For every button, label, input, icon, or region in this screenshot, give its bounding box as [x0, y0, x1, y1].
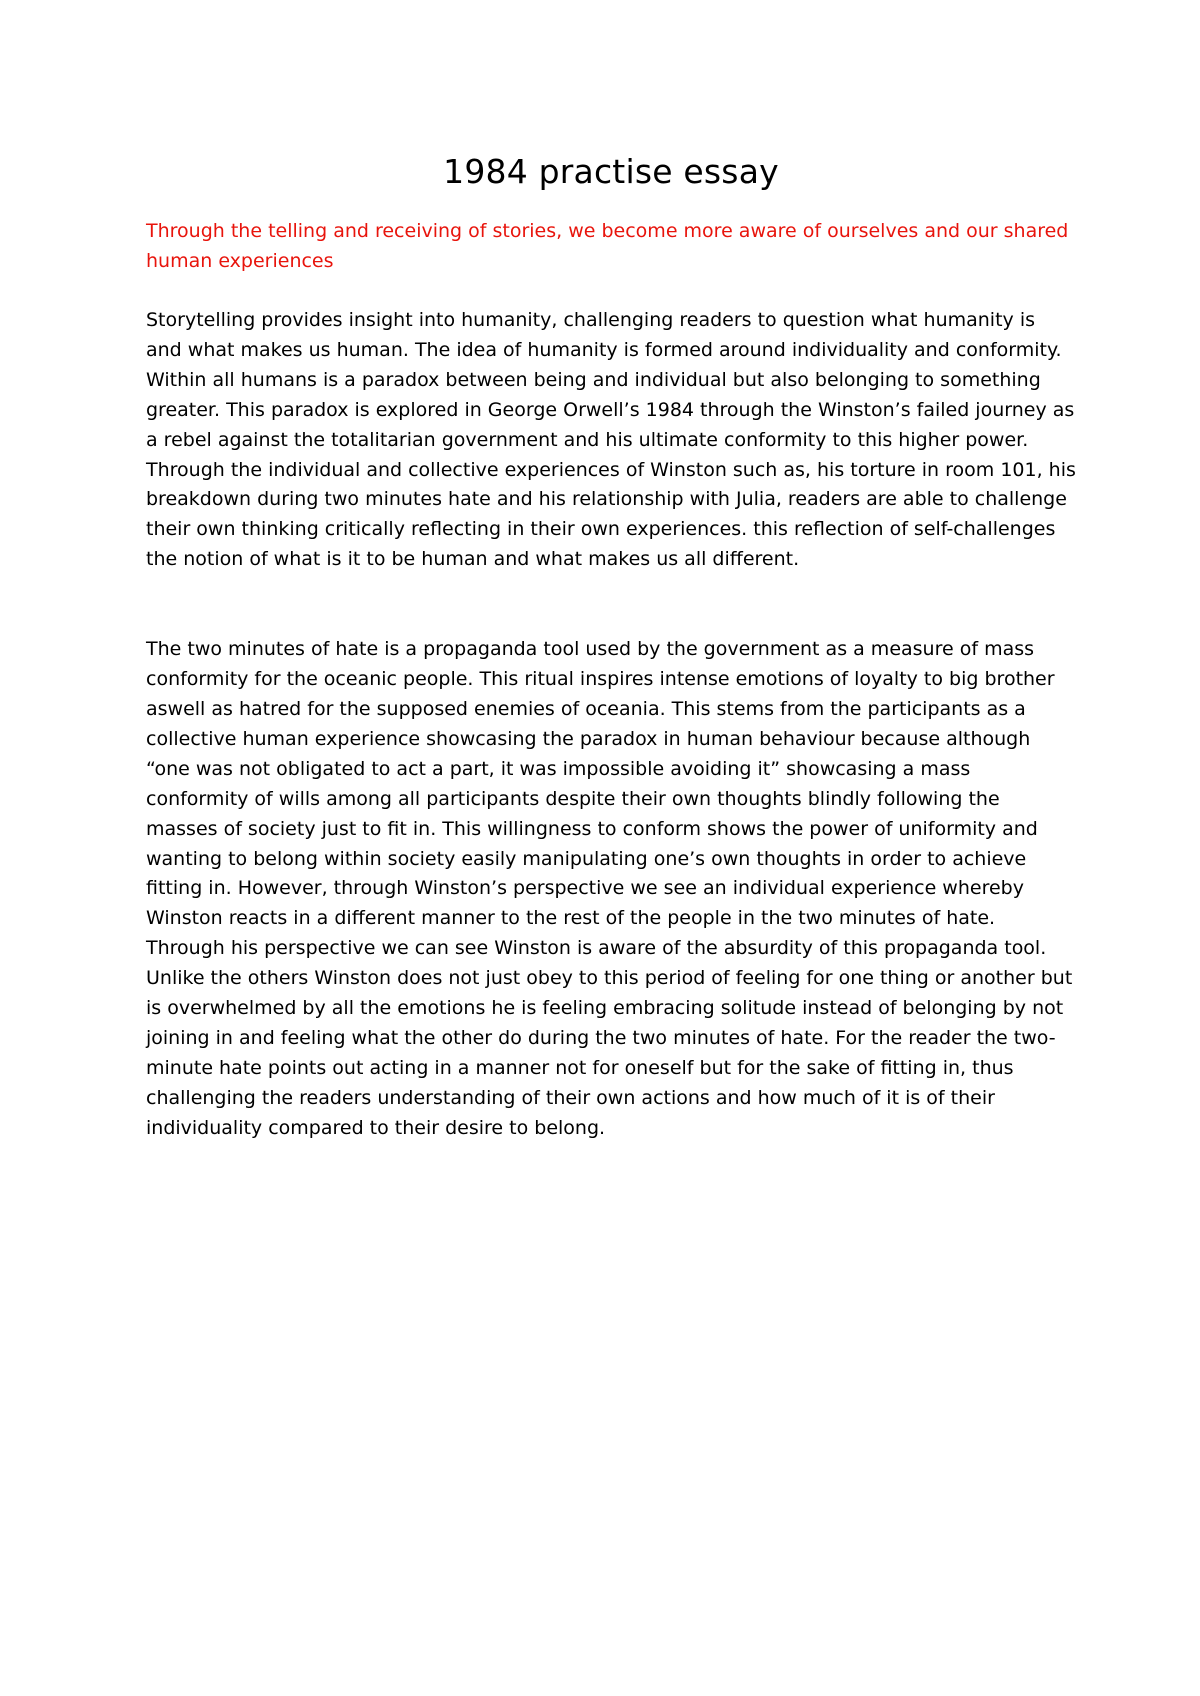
- paragraph-introduction: Storytelling provides insight into humanity, challenging readers to question what humanity is and what makes us human. The idea of humanity is formed around individuality and conformity. Within all humans is a paradox between being and individual but also belonging to something greater. This paradox is explored in George Orwell’s 1984 through the Winston’s failed journey as a rebel against the totalitarian government and his ultimate conformity to this higher power. Through the individual and collective experiences of Winston such as, his torture in room 101, his breakdown during two minutes hate and his relationship with Julia, readers are able to challenge their own thinking critically reflecting in their own experiences. this reflection of self-challenges the notion of what is it to be human and what makes us all different.: [146, 309, 1076, 571]
- paragraph-spacer: [146, 575, 1076, 635]
- paragraph-body-1: The two minutes of hate is a propaganda tool used by the government as a measure of mass conformity for the oceanic people. This ritual inspires intense emotions of loyalty to big brother aswell as hatred for the supposed enemies of oceania. This stems from the participants as a collective human experience showcasing the paradox in human behaviour because although “one was not obligated to act a part, it was impossible avoiding it” showcasing a mass conformity of wills among all participants despite their own thoughts blindly following the masses of society just to fit in. This willingness to conform shows the power of uniformity and wanting to belong within society easily manipulating one’s own thoughts in order to achieve fitting in. However, through Winston’s perspective we see an individual experience whereby Winston reacts in a different manner to the rest of the people in the two minutes of hate. Through his perspective we can see Winston is aware of the absurdity of this propaganda tool. Unlike the others Winston does not just obey to this period of feeling for one thing or another but is overwhelmed by all the emotions he is feeling embracing solitude instead of belonging by not joining in and feeling what the other do during the two minutes of hate. For the reader the two-minute hate points out acting in a manner not for oneself but for the sake of fitting in, thus challenging the readers understanding of their own actions and how much of it is of their individuality compared to their desire to belong.: [146, 638, 1073, 1139]
- essay-prompt: Through the telling and receiving of stories, we become more aware of ourselves and our shared human experiences: [146, 220, 1069, 272]
- document-content: [146, 150, 1076, 1144]
- document-title: 1984 practise essay: [443, 152, 779, 191]
